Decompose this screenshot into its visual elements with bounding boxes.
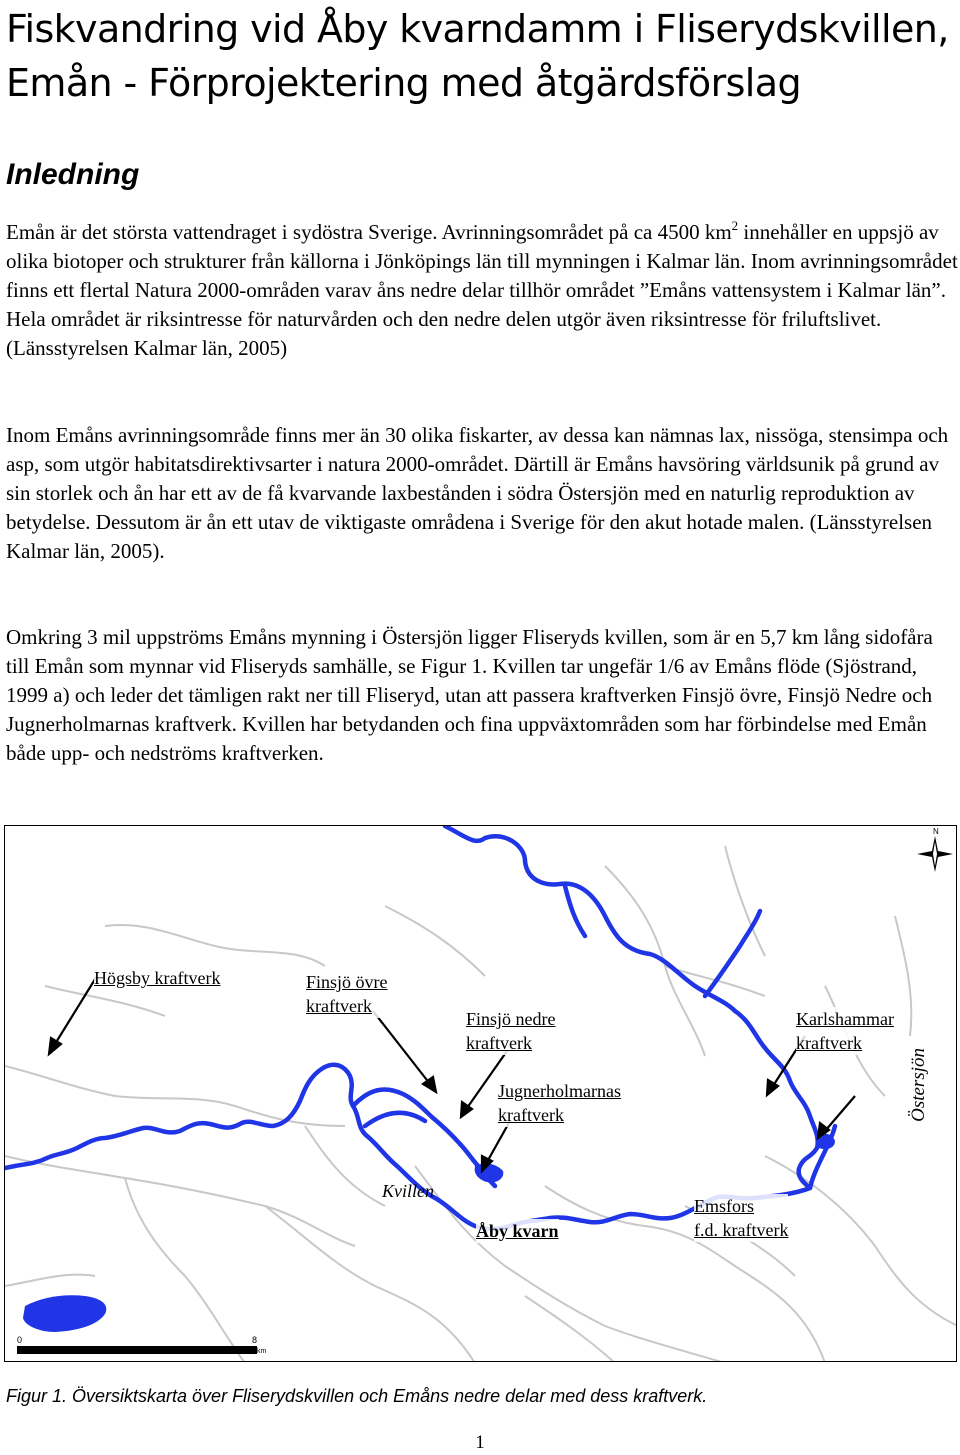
paragraph-intro-a: Emån är det största vattendraget i sydöstra Sverige. Avrinningsområdet på ca 4500 km — [6, 220, 732, 244]
label-arrows — [49, 976, 855, 1171]
label-karlshammar-kraftverk: Karlshammar kraftverk — [796, 1009, 894, 1053]
label-jugnerholmarnas-kraftverk: Jugnerholmarnas kraftverk — [498, 1081, 621, 1125]
title-line-1: Fiskvandring vid Åby kvarndamm i Fliserydskvillen, — [6, 7, 949, 51]
title-line-2: Emån - Förprojektering med åtgärdsförslag — [6, 61, 801, 105]
scale-unit: km — [257, 1348, 267, 1355]
scale-eight: 8 — [252, 1335, 258, 1345]
label-finsjo-nedre-kraftverk: Finsjö nedre kraftverk — [466, 1009, 556, 1053]
paragraph-kvillen: Omkring 3 mil uppströms Emåns mynning i Östersjön ligger Fliseryds kvillen, som är en 5,7 km lång sidofåra till Emån som mynnar vid Fliseryds samhälle, se Figur 1. Kvillen tar ungefär 1/6 av Emåns flöde (Sjöstrand, 1999 a) och leder det tämligen rakt ner till Fliseryd, utan att passera kraftverken Finsjö övre, Finsjö Nedre och Jugnerholmarnas kraftverk. Kvillen har betydanden och fina uppväxtområden som har förbindelse med Emån både upp- och nedströms kraftverken. — [6, 625, 933, 765]
label-ostersjon: Östersjön — [908, 1048, 929, 1122]
page-number: 1 — [475, 1432, 485, 1453]
north-label: N — [933, 827, 939, 836]
compass-rose-icon — [917, 836, 953, 872]
section-heading: Inledning — [6, 158, 140, 191]
paragraph-intro-b: innehåller en uppsjö av olika biotoper och strukturer från källorna i Jönköpings län till mynningen i Kalmar län. Inom avrinningsområdet finns ett flertal Natura 2000-områden varav åns nedre delar tillhör området ”Emåns vattensystem i Kalmar län”. Hela området är riksintresse för naturvården och den nedre delen utgör även riksintresse för friluftslivet. (Länsstyrelsen Kalmar län, 2005) — [6, 220, 958, 360]
paragraph-fish-species: Inom Emåns avrinningsområde finns mer än 30 olika fiskarter, av dessa kan nämnas lax, nissöga, stensimpa och asp, som utgör habitatsdirektivsarter i natura 2000-området. Därtill är Emåns havsöring världsunik på grund av sin storlek och ån har ett av de få kvarvande laxbestånden i södra Östersjön med en naturlig reproduktion av betydelse. Dessutom är ån ett utav de viktigaste områdena i Sverige för den akut hotade malen. (Länsstyrelsen Kalmar län, 2005). — [6, 423, 949, 563]
minor-waterways — [5, 846, 957, 1362]
overview-map — [4, 825, 957, 1362]
label-aby-kvarn: Åby kvarn — [476, 1221, 559, 1241]
figure-caption: Figur 1. Översiktskarta över Fliserydskvillen och Emåns nedre delar med dess kraftverk. — [6, 1386, 708, 1406]
document-title — [6, 2, 956, 110]
paragraph-intro — [6, 218, 958, 363]
superscript-two: 2 — [731, 218, 739, 233]
map-graphic — [5, 826, 957, 1362]
label-kvillen: Kvillen — [382, 1181, 434, 1201]
label-emsfors: Emsfors f.d. kraftverk — [694, 1196, 789, 1240]
label-finsjo-ovre-kraftverk: Finsjö övre kraftverk — [306, 972, 388, 1016]
scale-zero: 0 — [17, 1335, 23, 1345]
label-hogsby-kraftverk: Högsby kraftverk — [94, 968, 221, 988]
eman-river — [5, 826, 835, 1229]
